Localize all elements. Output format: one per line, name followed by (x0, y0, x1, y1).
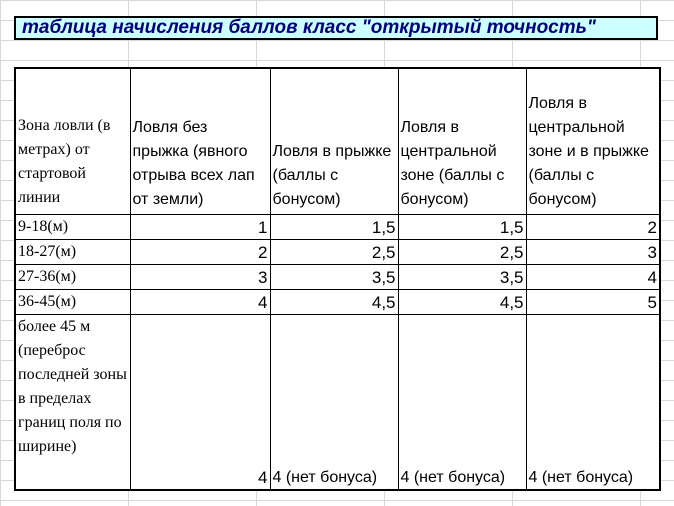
table-row (15, 289, 660, 314)
score-cell[interactable]: 2,5 (270, 239, 398, 264)
zone-cell[interactable]: 36-45(м) (15, 289, 130, 314)
score-cell[interactable]: 4 (нет бонуса) (398, 314, 526, 490)
table-row (15, 264, 660, 289)
score-cell[interactable]: 4 (130, 289, 270, 314)
header-row (15, 68, 660, 214)
table-row (15, 214, 660, 239)
scoring-table (14, 67, 661, 491)
zone-cell[interactable]: более 45 м (переброс последней зоны в пределах границ поля по ширине) (15, 314, 130, 490)
header-jump[interactable]: Ловля в прыжке (баллы с бонусом) (270, 68, 398, 214)
header-central-zone[interactable]: Ловля в центральной зоне (баллы с бонусом) (398, 68, 526, 214)
header-catch-zone[interactable]: Зона ловли (в метрах) от стартовой линии (15, 68, 130, 214)
score-cell[interactable]: 1 (130, 214, 270, 239)
score-cell[interactable]: 2 (526, 214, 660, 239)
table-row (15, 314, 660, 490)
score-cell[interactable]: 1,5 (398, 214, 526, 239)
score-cell[interactable]: 4 (130, 314, 270, 490)
score-cell[interactable]: 3,5 (270, 264, 398, 289)
zone-cell[interactable]: 27-36(м) (15, 264, 130, 289)
header-no-jump[interactable]: Ловля без прыжка (явного отрыва всех лап от земли) (130, 68, 270, 214)
header-central-zone-jump[interactable]: Ловля в центральной зоне и в прыжке (баллы с бонусом) (526, 68, 660, 214)
score-cell[interactable]: 5 (526, 289, 660, 314)
score-cell[interactable]: 4 (нет бонуса) (526, 314, 660, 490)
score-cell[interactable]: 2 (130, 239, 270, 264)
table-title[interactable]: таблица начисления баллов класс "открытый точность" (14, 16, 658, 40)
table-row (15, 239, 660, 264)
score-cell[interactable]: 4 (526, 264, 660, 289)
score-cell[interactable]: 2,5 (398, 239, 526, 264)
score-cell[interactable]: 3 (526, 239, 660, 264)
score-cell[interactable]: 4,5 (398, 289, 526, 314)
score-cell[interactable]: 3 (130, 264, 270, 289)
score-cell[interactable]: 4 (нет бонуса) (270, 314, 398, 490)
score-cell[interactable]: 1,5 (270, 214, 398, 239)
zone-cell[interactable]: 9-18(м) (15, 214, 130, 239)
score-cell[interactable]: 4,5 (270, 289, 398, 314)
zone-cell[interactable]: 18-27(м) (15, 239, 130, 264)
score-cell[interactable]: 3,5 (398, 264, 526, 289)
